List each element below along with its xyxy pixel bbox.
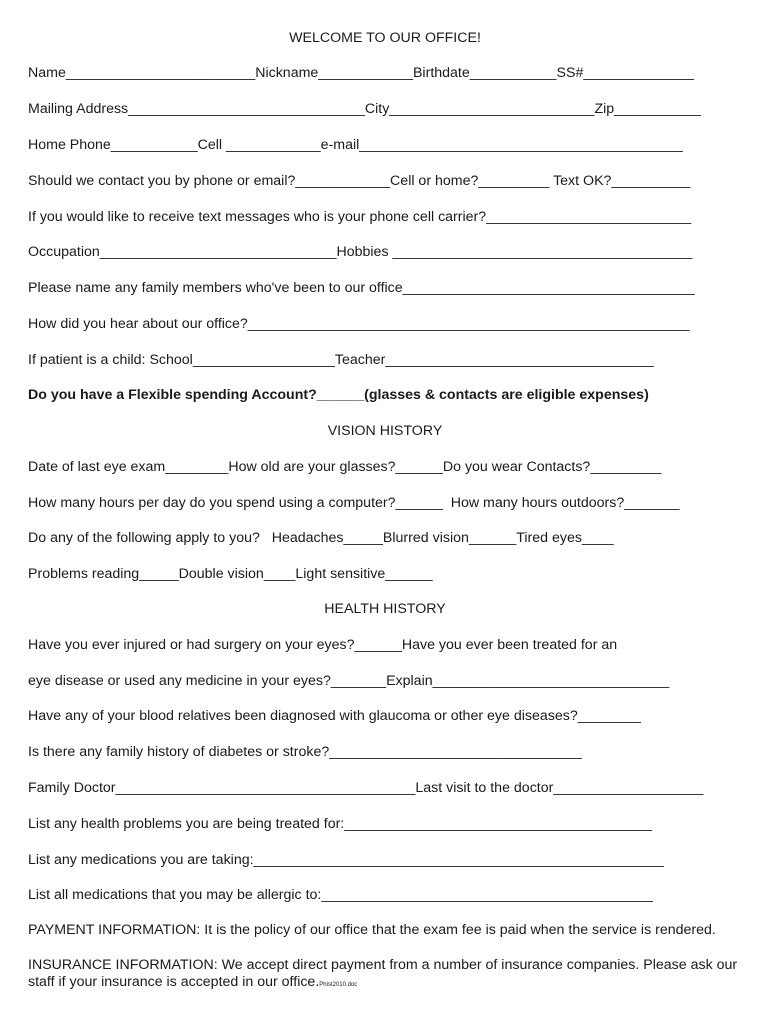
occupation-line: Occupation______________________________Hobbies ______________________________________: [28, 244, 693, 260]
problems-line: Problems reading_____Double vision____Light sensitive______: [28, 566, 433, 582]
health-problems-line: List any health problems you are being treated for:_______________________________________: [28, 816, 652, 832]
payment-information: PAYMENT INFORMATION: It is the policy of our office that the exam fee is paid when the service is rendered.: [28, 922, 716, 938]
eye-disease-line: eye disease or used any medicine in your eyes?_______Explain______________________________: [28, 673, 670, 689]
cell-carrier-line: If you would like to receive text messages who is your phone cell carrier?__________________________: [28, 209, 692, 225]
medications-line: List any medications you are taking:____________________________________________________: [28, 852, 664, 868]
school-line: If patient is a child: School__________________Teacher__________________________________: [28, 352, 654, 368]
referral-line: How did you hear about our office?________________________________________________________: [28, 316, 690, 332]
document-code: Phist2010.doc: [319, 982, 358, 988]
form-title: WELCOME TO OUR OFFICE!: [289, 30, 481, 46]
health-history-heading: HEALTH HISTORY: [324, 601, 446, 617]
contact-preference-line: Should we contact you by phone or email?____________Cell or home?_________ Text OK?__________: [28, 173, 691, 189]
allergies-line: List all medications that you may be allergic to:__________________________________________: [28, 887, 653, 903]
family-doctor-line: Family Doctor______________________________________Last visit to the doctor___________________: [28, 780, 704, 796]
fsa-line: Do you have a Flexible spending Account?______(glasses & contacts are eligible expenses): [28, 387, 649, 403]
symptoms-line: Do any of the following apply to you? Headaches_____Blurred vision______Tired eyes____: [28, 530, 614, 546]
family-members-line: Please name any family members who've been to our office_____________________________________: [28, 280, 695, 296]
vision-history-heading: VISION HISTORY: [327, 423, 443, 439]
eye-exam-line: Date of last eye exam________How old are your glasses?______Do you wear Contacts?_________: [28, 459, 662, 475]
mailing-address-line: Mailing Address______________________________City__________________________Zip___________: [28, 101, 701, 117]
insurance-text: INSURANCE INFORMATION: We accept direct payment from a number of insurance companies. Please ask our staff if your insurance is accepted in our office.: [28, 957, 738, 990]
glaucoma-line: Have any of your blood relatives been diagnosed with glaucoma or other eye diseases?________: [28, 708, 641, 724]
phone-line: Home Phone___________Cell ____________e-mail_________________________________________: [28, 137, 683, 153]
eye-injury-line: Have you ever injured or had surgery on your eyes?______Have you ever been treated for an: [28, 637, 618, 653]
insurance-information: [28, 957, 740, 994]
name-line: Name________________________Nickname____________Birthdate___________SS#______________: [28, 65, 694, 81]
computer-hours-line: How many hours per day do you spend using a computer?______ How many hours outdoors?_______: [28, 495, 680, 511]
diabetes-line: Is there any family history of diabetes or stroke?________________________________: [28, 744, 582, 760]
